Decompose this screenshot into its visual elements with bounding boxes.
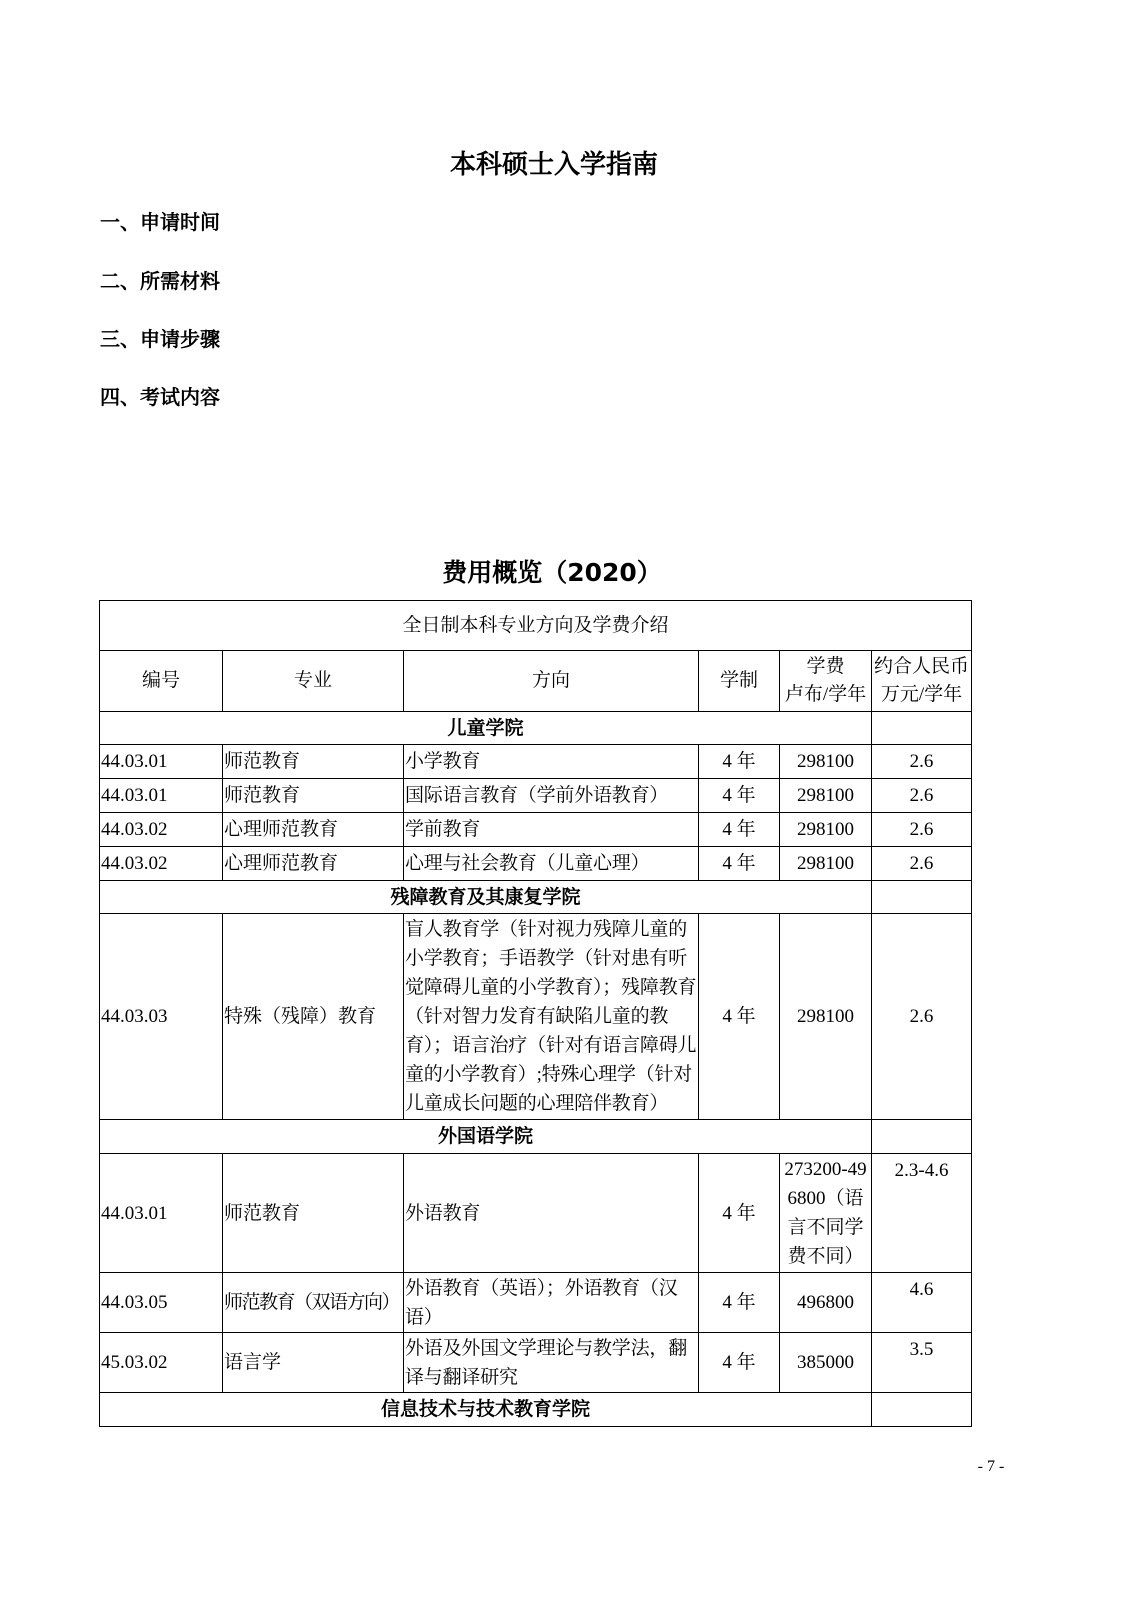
cell-code: 44.03.01 <box>100 1154 223 1273</box>
cell-major: 语言学 <box>223 1333 404 1393</box>
empty-cell <box>872 881 972 914</box>
cell-major: 特殊（残障）教育 <box>223 914 404 1120</box>
cell-rmb: 3.5 <box>872 1333 972 1393</box>
cell-code: 44.03.02 <box>100 813 223 847</box>
section-heading-application-time: 一、申请时间 <box>100 210 220 234</box>
group-name: 残障教育及其康复学院 <box>100 881 872 914</box>
cell-code: 44.03.02 <box>100 847 223 881</box>
cell-rmb: 2.6 <box>872 745 972 779</box>
cell-code: 45.03.02 <box>100 1333 223 1393</box>
group-name: 外国语学院 <box>100 1120 872 1154</box>
table-row <box>100 813 972 847</box>
header-fee-unit: 卢布/学年 <box>784 684 867 705</box>
cell-code: 44.03.03 <box>100 914 223 1120</box>
fee-overview-title: 费用概览（2020） <box>442 558 662 587</box>
cell-major: 师范教育 <box>223 779 404 813</box>
header-direction: 方向 <box>404 651 699 712</box>
cell-rmb: 2.6 <box>872 813 972 847</box>
cell-code: 44.03.05 <box>100 1273 223 1333</box>
table-row <box>100 1333 972 1393</box>
cell-fee: 496800 <box>780 1273 872 1333</box>
cell-code: 44.03.01 <box>100 745 223 779</box>
header-major: 专业 <box>223 651 404 712</box>
header-duration: 学制 <box>699 651 780 712</box>
cell-fee: 298100 <box>780 914 872 1120</box>
cell-major: 师范教育（双语方向） <box>223 1273 404 1333</box>
cell-fee: 298100 <box>780 779 872 813</box>
empty-cell <box>872 1120 972 1154</box>
group-name: 信息技术与技术教育学院 <box>100 1393 872 1427</box>
cell-duration: 4 年 <box>699 745 780 779</box>
cell-rmb: 2.6 <box>872 847 972 881</box>
table-row <box>100 779 972 813</box>
cell-direction: 小学教育 <box>404 745 699 779</box>
table-caption-row <box>100 601 972 651</box>
table-row <box>100 1154 972 1273</box>
cell-duration: 4 年 <box>699 914 780 1120</box>
cell-fee: 385000 <box>780 1333 872 1393</box>
table-row <box>100 745 972 779</box>
cell-duration: 4 年 <box>699 813 780 847</box>
group-header-row <box>100 712 972 745</box>
cell-direction: 外语教育 <box>404 1154 699 1273</box>
fee-table <box>99 600 972 1427</box>
cell-duration: 4 年 <box>699 847 780 881</box>
header-code: 编号 <box>100 651 223 712</box>
header-rmb-label: 约合人民币 <box>874 656 970 677</box>
cell-rmb: 2.6 <box>872 779 972 813</box>
empty-cell <box>872 1393 972 1427</box>
table-row <box>100 1273 972 1333</box>
cell-rmb: 2.3-4.6 <box>872 1154 972 1273</box>
cell-fee: 298100 <box>780 847 872 881</box>
section-heading-exam-content: 四、考试内容 <box>100 385 220 409</box>
document-title: 本科硕士入学指南 <box>449 150 658 180</box>
group-name: 儿童学院 <box>100 712 872 745</box>
cell-fee: 298100 <box>780 745 872 779</box>
cell-duration: 4 年 <box>699 1154 780 1273</box>
cell-rmb: 2.6 <box>872 914 972 1120</box>
cell-direction: 外语及外国文学理论与教学法，翻译与翻译研究 <box>404 1333 699 1393</box>
cell-duration: 4 年 <box>699 779 780 813</box>
cell-duration: 4 年 <box>699 1333 780 1393</box>
cell-direction: 盲人教育学（针对视力残障儿童的小学教育；手语教学（针对患有听觉障碍儿童的小学教育）；残障教育（针对智力发育有缺陷儿童的教育）；语言治疗（针对有语言障碍儿童的小学教育）;特殊心理学（针对儿童成长问题的心理陪伴教育） <box>404 914 699 1120</box>
cell-direction: 外语教育（英语）；外语教育（汉语） <box>404 1273 699 1333</box>
header-fee <box>780 651 872 712</box>
table-caption: 全日制本科专业方向及学费介绍 <box>100 601 972 651</box>
cell-rmb: 4.6 <box>872 1273 972 1333</box>
page-number: - 7 - <box>977 1458 1005 1475</box>
cell-major: 师范教育 <box>223 745 404 779</box>
header-rmb-unit: 万元/学年 <box>880 684 963 705</box>
empty-cell <box>872 712 972 745</box>
cell-duration: 4 年 <box>699 1273 780 1333</box>
cell-direction: 国际语言教育（学前外语教育） <box>404 779 699 813</box>
cell-fee: 298100 <box>780 813 872 847</box>
group-header-row <box>100 881 972 914</box>
cell-direction: 心理与社会教育（儿童心理） <box>404 847 699 881</box>
section-heading-application-steps: 三、申请步骤 <box>100 327 220 351</box>
group-header-row <box>100 1393 972 1427</box>
section-heading-required-materials: 二、所需材料 <box>100 269 220 293</box>
cell-major: 心理师范教育 <box>223 847 404 881</box>
cell-fee: 273200-496800（语言不同学费不同） <box>780 1154 872 1273</box>
table-row <box>100 914 972 1120</box>
group-header-row <box>100 1120 972 1154</box>
cell-code: 44.03.01 <box>100 779 223 813</box>
header-fee-label: 学费 <box>806 656 845 677</box>
cell-major: 心理师范教育 <box>223 813 404 847</box>
cell-major: 师范教育 <box>223 1154 404 1273</box>
table-row <box>100 847 972 881</box>
header-rmb <box>872 651 972 712</box>
cell-direction: 学前教育 <box>404 813 699 847</box>
table-header-row <box>100 651 972 712</box>
